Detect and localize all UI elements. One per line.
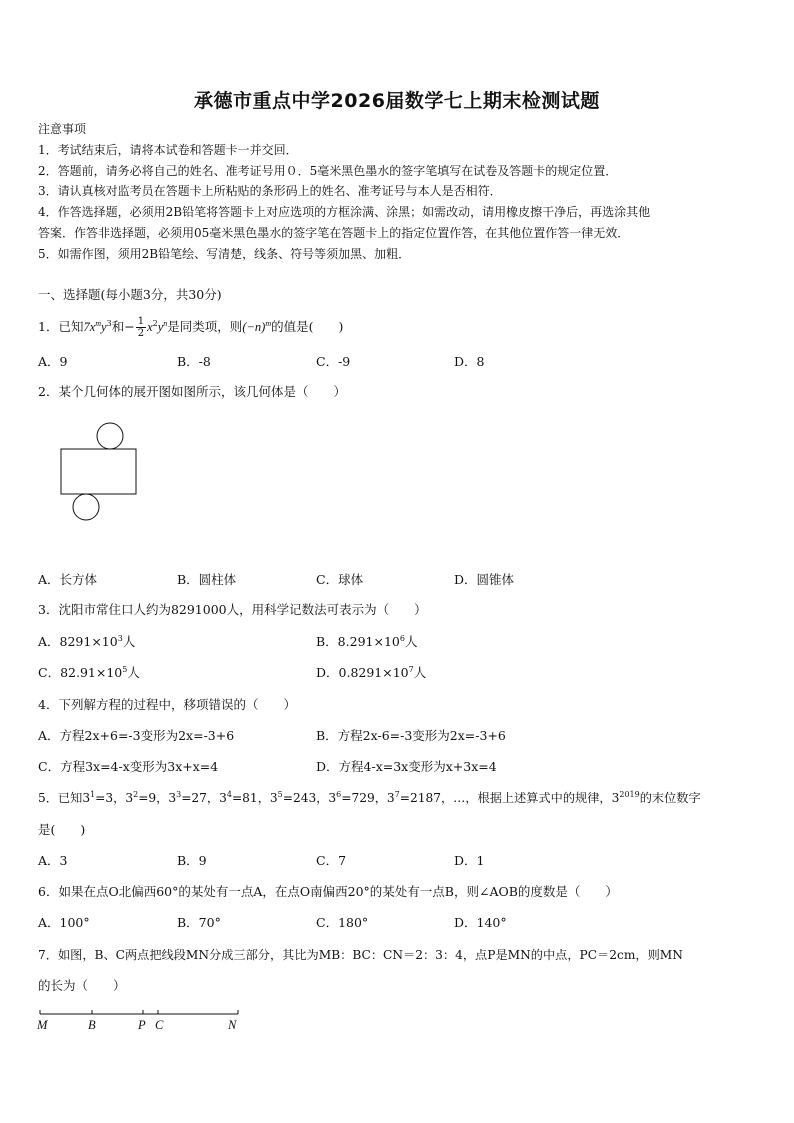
section-heading: 一、选择题(每小题3分，共30分): [38, 287, 222, 302]
point-label-c: C: [155, 1018, 164, 1032]
question-2-option-b[interactable]: B．圆柱体: [177, 572, 237, 587]
question-1-option-b[interactable]: B．-8: [177, 354, 211, 369]
page-title: 承德市重点中学2026届数学七上期末检测试题: [194, 90, 600, 112]
point-label-n: N: [228, 1018, 237, 1032]
fraction: $\frac{1}{2}$: [137, 316, 145, 339]
question-4-stem: 4．下列解方程的过程中，移项错误的（ ）: [38, 697, 296, 712]
question-5-option-b[interactable]: B．9: [177, 853, 207, 868]
question-3-option-c[interactable]: C．$82.91\times 10^5$人: [38, 664, 140, 680]
question-2-option-c[interactable]: C．球体: [316, 572, 364, 587]
notice-item: 答案．作答非选择题，必须用05毫米黑色墨水的签字笔在答题卡上的指定位置作答，在其他位置作答一律无效．: [38, 226, 630, 240]
question-2-option-d[interactable]: D．圆锥体: [454, 572, 515, 587]
question-6-option-b[interactable]: B．70°: [177, 915, 221, 930]
point-label-m: M: [37, 1018, 48, 1032]
question-5-stem: 5．已知$3^1=3$，$3^2=9$，$3^3=27$，$3^4=81$，$3^5=243$，$3^6=729$，$3^7=2187$，…，根据上述算式中的规律，$3^{2019}$的末位数字: [38, 789, 701, 805]
question-5-option-a[interactable]: A．3: [38, 853, 68, 868]
notice-item: 3．请认真核对监考员在答题卡上所粘贴的条形码上的姓名、准考证号与本人是否相符．: [38, 184, 502, 198]
notice-item: 1．考试结束后，请将本试卷和答题卡一并交回．: [38, 143, 298, 157]
question-2-option-a[interactable]: A．长方体: [38, 572, 98, 587]
notice-item: 2．答题前，请务必将自己的姓名、准考证号用０．5毫米黑色墨水的签字笔填写在试卷及答题卡的规定位置．: [38, 164, 618, 178]
question-6-option-c[interactable]: C．180°: [316, 915, 369, 930]
question-4-option-b[interactable]: B．方程2x-6=-3变形为2x=-3+6: [316, 728, 506, 743]
question-5-option-d[interactable]: D．1: [454, 853, 485, 868]
question-4-option-c[interactable]: C．方程3x=4-x变形为3x+x=4: [38, 759, 219, 774]
question-2-stem: 2．某个几何体的展开图如图所示，该几何体是（ ）: [38, 384, 346, 399]
question-1-option-d[interactable]: D．8: [454, 354, 485, 369]
question-1-stem: 1．已知$7x^my^3$和− $\frac{1}{2}$ $x^2y^n$是同类项，则$(-n)^m$的值是( ): [38, 316, 344, 339]
question-3-option-b[interactable]: B．$8.291\times 10^6$人: [316, 633, 418, 649]
question-1-option-c[interactable]: C．-9: [316, 354, 351, 369]
point-label-b: B: [88, 1018, 96, 1032]
question-7-stem-line2: 的长为（ ）: [38, 978, 126, 993]
question-4-option-d[interactable]: D．方程4-x=3x变形为x+3x=4: [316, 759, 497, 774]
question-4-option-a[interactable]: A．方程2x+6=-3变形为2x=-3+6: [38, 728, 235, 743]
question-6-stem: 6．如果在点O北偏西60°的某处有一点A，在点O南偏西20°的某处有一点B，则∠AOB的度数是（ ）: [38, 884, 618, 899]
notice-heading: 注意事项: [38, 122, 87, 136]
point-label-p: P: [138, 1018, 146, 1032]
question-3-option-d[interactable]: D．$0.8291\times 10^7$人: [316, 664, 427, 680]
question-5-stem-line2: 是( ): [38, 822, 86, 837]
question-6-option-a[interactable]: A．100°: [38, 915, 90, 930]
question-7-stem: 7．如图，B、C两点把线段MN分成三部分，其比为MB：BC：CN＝2：3：4，点P是MN的中点，PC＝2cm，则MN: [38, 948, 683, 962]
notice-item: 5．如需作图，须用2B铅笔绘、写清楚，线条、符号等须加黑、加粗．: [38, 247, 411, 261]
question-1-option-a[interactable]: A．9: [38, 354, 68, 369]
question-3-option-a[interactable]: A．$8291\times 10^3$人: [38, 633, 136, 649]
notice-item: 4．作答选择题，必须用2B铅笔将答题卡上对应选项的方框涂满、涂黑；如需改动，请用橡皮擦干净后，再选涂其他: [38, 205, 651, 219]
question-6-option-d[interactable]: D．140°: [454, 915, 507, 930]
question-3-stem: 3．沈阳市常住口人约为8291000人，用科学记数法可表示为（ ）: [38, 602, 427, 617]
question-5-option-c[interactable]: C．7: [316, 853, 347, 868]
